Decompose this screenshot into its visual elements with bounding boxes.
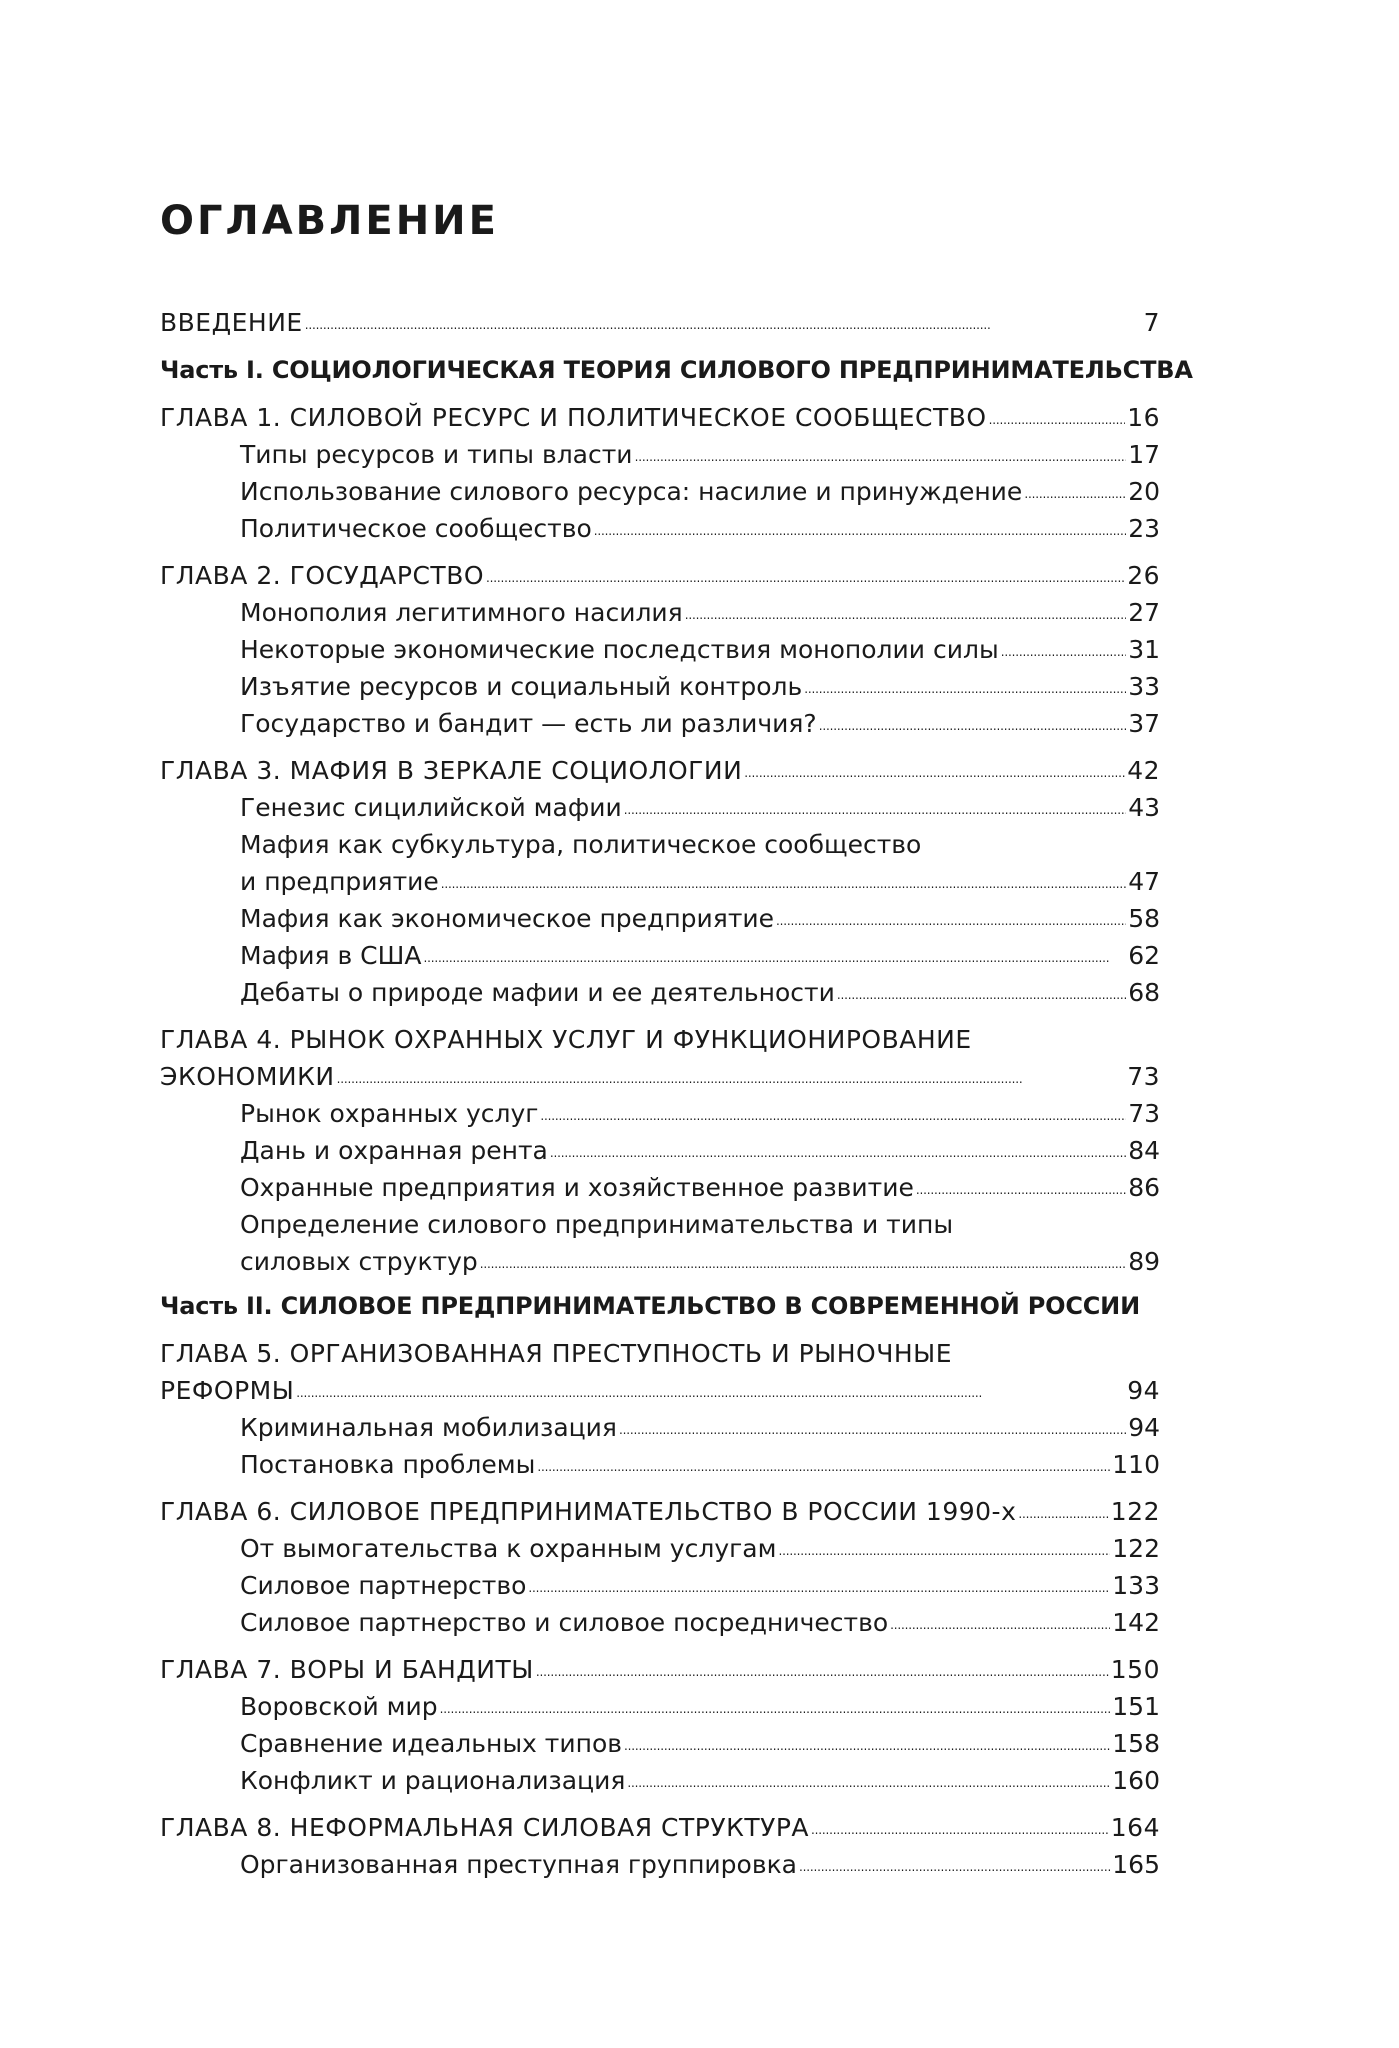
dot-leader — [627, 1761, 1110, 1801]
toc-entry-label: ГЛАВА 1. СИЛОВОЙ РЕСУРС И ПОЛИТИЧЕСКОЕ СООБЩЕСТВО — [160, 403, 987, 432]
toc-entry — [240, 1568, 1160, 1604]
toc-entry — [240, 1170, 1160, 1206]
toc-entry-page: 31 — [1128, 635, 1160, 664]
toc-entry-label: Изъятие ресурсов и социальный контроль — [240, 672, 803, 701]
dot-leader — [624, 788, 1126, 828]
toc-entry-page: 89 — [1128, 1247, 1160, 1276]
toc-entry-label: ГЛАВА 2. ГОСУДАРСТВО — [160, 561, 485, 590]
toc-entry-page: 142 — [1112, 1608, 1160, 1637]
dot-leader — [296, 1371, 1125, 1411]
toc-entry — [240, 669, 1160, 705]
toc-entry-page: 42 — [1127, 756, 1160, 785]
toc-entry — [240, 632, 1160, 668]
toc-entry — [240, 1847, 1160, 1883]
toc-entry-page: 68 — [1128, 978, 1160, 1007]
dot-leader — [486, 556, 1125, 596]
toc-entry-page: 37 — [1128, 709, 1160, 738]
toc-entry-label: Типы ресурсов и типы власти — [240, 440, 633, 469]
toc-entry — [240, 1410, 1160, 1446]
toc-entry — [240, 595, 1160, 631]
toc-entry — [240, 1726, 1160, 1762]
toc-entry-label: Монополия легитимного насилия — [240, 598, 683, 627]
toc-entry-label: Определение силового предпринимательства и типы — [240, 1210, 954, 1239]
toc-entry — [240, 1531, 1160, 1567]
toc-entry-label: Часть II. СИЛОВОЕ ПРЕДПРИНИМАТЕЛЬСТВО В СОВРЕМЕННОЙ РОССИИ — [160, 1292, 1140, 1320]
toc-entry-label: ГЛАВА 7. ВОРЫ И БАНДИТЫ — [160, 1655, 534, 1684]
dot-leader — [537, 1445, 1110, 1485]
toc-entry — [160, 400, 1160, 436]
dot-leader — [685, 593, 1126, 633]
toc-entry-page: 27 — [1128, 598, 1160, 627]
dot-leader — [1018, 1492, 1108, 1532]
toc-entry-label: Политическое сообщество — [240, 514, 592, 543]
toc-entry-page: 47 — [1128, 867, 1160, 896]
dot-leader — [635, 435, 1127, 475]
toc-entry — [240, 474, 1160, 510]
toc-entry-page: 16 — [1127, 403, 1160, 432]
dot-leader — [337, 1057, 1126, 1097]
toc-entry-page: 84 — [1128, 1136, 1160, 1165]
toc-entry-label: ГЛАВА 5. ОРГАНИЗОВАННАЯ ПРЕСТУПНОСТЬ И РЫНОЧНЫЕ — [160, 1339, 953, 1368]
toc-entry-label: Организованная преступная группировка — [240, 1850, 797, 1879]
toc-entry-page: 160 — [1112, 1766, 1160, 1795]
dot-leader — [811, 1808, 1109, 1848]
toc-entry-label: От вымогательства к охранным услугам — [240, 1534, 777, 1563]
toc-entry-label: Сравнение идеальных типов — [240, 1729, 622, 1758]
dot-leader — [804, 667, 1126, 707]
toc-entry-page: 151 — [1112, 1692, 1160, 1721]
dot-leader — [441, 862, 1126, 902]
dot-leader — [624, 1724, 1110, 1764]
dot-leader — [744, 751, 1125, 791]
dot-leader — [890, 1603, 1110, 1643]
toc-entry-label: Дебаты о природе мафии и ее деятельности — [240, 978, 835, 1007]
toc-entry-page: 158 — [1112, 1729, 1160, 1758]
toc-entry-page: 17 — [1128, 440, 1160, 469]
toc-entry — [160, 753, 1160, 789]
toc-entry-label: Дань и охранная рента — [240, 1136, 548, 1165]
toc-entry — [240, 1763, 1160, 1799]
toc-entry-page: 150 — [1110, 1655, 1160, 1684]
toc-entry-label: Мафия как субкультура, политическое сообщество — [240, 830, 922, 859]
toc-part-heading — [160, 352, 1193, 388]
dot-leader — [528, 1566, 1110, 1606]
toc-entry-label: Государство и бандит — есть ли различия? — [240, 709, 817, 738]
toc-entry-page: 33 — [1128, 672, 1160, 701]
toc-entry — [240, 938, 1160, 974]
dot-leader — [619, 1408, 1126, 1448]
toc-entry-label: Силовое партнерство и силовое посредничество — [240, 1608, 889, 1637]
toc-entry-label: ГЛАВА 6. СИЛОВОЕ ПРЕДПРИНИМАТЕЛЬСТВО В РОССИИ 1990-х — [160, 1497, 1017, 1526]
toc-entry-page: 43 — [1128, 793, 1160, 822]
toc-entry-page: 122 — [1110, 1497, 1160, 1526]
dot-leader — [305, 303, 1142, 343]
toc-entry — [240, 790, 1160, 826]
toc-entry-label: ВВЕДЕНИЕ — [160, 308, 303, 337]
dot-leader — [540, 1094, 1126, 1134]
toc-entry-label: Мафия как экономическое предприятие — [240, 904, 775, 933]
toc-entry — [160, 1494, 1160, 1530]
dot-leader — [799, 1845, 1110, 1885]
dot-leader — [550, 1131, 1126, 1171]
toc-entry-label: ГЛАВА 3. МАФИЯ В ЗЕРКАЛЕ СОЦИОЛОГИИ — [160, 756, 743, 785]
toc-entry-page: 73 — [1128, 1099, 1160, 1128]
toc-entry-label: Использование силового ресурса: насилие и принуждение — [240, 477, 1023, 506]
toc-entry-label: Постановка проблемы — [240, 1450, 536, 1479]
toc-entry — [240, 511, 1160, 547]
toc-entry-page: 73 — [1127, 1062, 1160, 1091]
toc-entry — [240, 1133, 1160, 1169]
toc-entry-label: Мафия в США — [240, 941, 422, 970]
page-title: ОГЛАВЛЕНИЕ — [160, 198, 499, 244]
toc-entry — [160, 558, 1160, 594]
toc-entry-label: Генезис сицилийской мафии — [240, 793, 622, 822]
toc-entry-page: 26 — [1127, 561, 1160, 590]
toc-entry — [240, 1447, 1160, 1483]
toc-entry-page: 86 — [1128, 1173, 1160, 1202]
dot-leader — [916, 1168, 1126, 1208]
dot-leader — [989, 398, 1126, 438]
toc-entry-label: Некоторые экономические последствия монополии силы — [240, 635, 999, 664]
dot-leader — [536, 1650, 1109, 1690]
toc-entry-page: 164 — [1110, 1813, 1160, 1842]
dot-leader — [776, 899, 1126, 939]
toc-entry — [240, 975, 1160, 1011]
toc-entry-page: 110 — [1112, 1450, 1160, 1479]
toc-entry — [160, 305, 1160, 341]
toc-entry-page: 94 — [1127, 1376, 1160, 1405]
dot-leader — [594, 509, 1126, 549]
toc-entry — [240, 901, 1160, 937]
toc-entry-page: 62 — [1128, 941, 1160, 970]
toc-part-heading — [160, 1288, 1160, 1324]
dot-leader — [440, 1687, 1111, 1727]
toc-entry — [240, 437, 1160, 473]
toc-entry-label: силовых структур — [240, 1247, 478, 1276]
toc-entry — [240, 1689, 1160, 1725]
toc-entry-label: ГЛАВА 4. РЫНОК ОХРАННЫХ УСЛУГ И ФУНКЦИОНИРОВАНИЕ — [160, 1025, 972, 1054]
dot-leader — [1001, 630, 1127, 670]
toc-entry-page: 23 — [1128, 514, 1160, 543]
toc-entry-page: 133 — [1112, 1571, 1160, 1600]
toc-entry-label: Рынок охранных услуг — [240, 1099, 539, 1128]
toc-entry — [160, 1059, 1160, 1095]
dot-leader — [837, 973, 1126, 1013]
toc-entry-label: Воровской мир — [240, 1692, 438, 1721]
toc-entry — [160, 1373, 1160, 1409]
toc-entry — [240, 1096, 1160, 1132]
toc-entry-label: Криминальная мобилизация — [240, 1413, 617, 1442]
toc-entry-continued — [160, 1336, 1160, 1372]
dot-leader — [423, 936, 1126, 976]
toc-entry-label: ГЛАВА 8. НЕФОРМАЛЬНАЯ СИЛОВАЯ СТРУКТУРА — [160, 1813, 810, 1842]
toc-entry — [240, 1605, 1160, 1641]
toc-entry — [160, 1652, 1160, 1688]
toc-entry — [160, 1810, 1160, 1846]
dot-leader — [480, 1242, 1126, 1282]
toc-entry-page: 94 — [1128, 1413, 1160, 1442]
toc-entry-page: 58 — [1128, 904, 1160, 933]
toc-entry-label: РЕФОРМЫ — [160, 1376, 295, 1405]
toc-entry — [240, 864, 1160, 900]
toc-entry-label: Конфликт и рационализация — [240, 1766, 626, 1795]
toc-entry-label: ЭКОНОМИКИ — [160, 1062, 335, 1091]
toc-entry — [240, 1244, 1160, 1280]
dot-leader — [778, 1529, 1110, 1569]
toc-entry-continued — [240, 1207, 1160, 1243]
toc-entry-page: 165 — [1112, 1850, 1160, 1879]
toc-entry-page: 7 — [1143, 308, 1160, 337]
toc-entry — [240, 706, 1160, 742]
dot-leader — [819, 704, 1127, 744]
toc-entry-continued — [160, 1022, 1160, 1058]
toc-entry-label: Часть I. СОЦИОЛОГИЧЕСКАЯ ТЕОРИЯ СИЛОВОГО ПРЕДПРИНИМАТЕЛЬСТВА — [160, 356, 1193, 384]
toc-entry-label: и предприятие — [240, 867, 439, 896]
dot-leader — [1024, 472, 1126, 512]
toc-entry-continued — [240, 827, 1160, 863]
toc-entry-page: 122 — [1112, 1534, 1160, 1563]
toc-entry-label: Охранные предприятия и хозяйственное развитие — [240, 1173, 914, 1202]
toc-entry-page: 20 — [1128, 477, 1160, 506]
toc-entry-label: Силовое партнерство — [240, 1571, 527, 1600]
